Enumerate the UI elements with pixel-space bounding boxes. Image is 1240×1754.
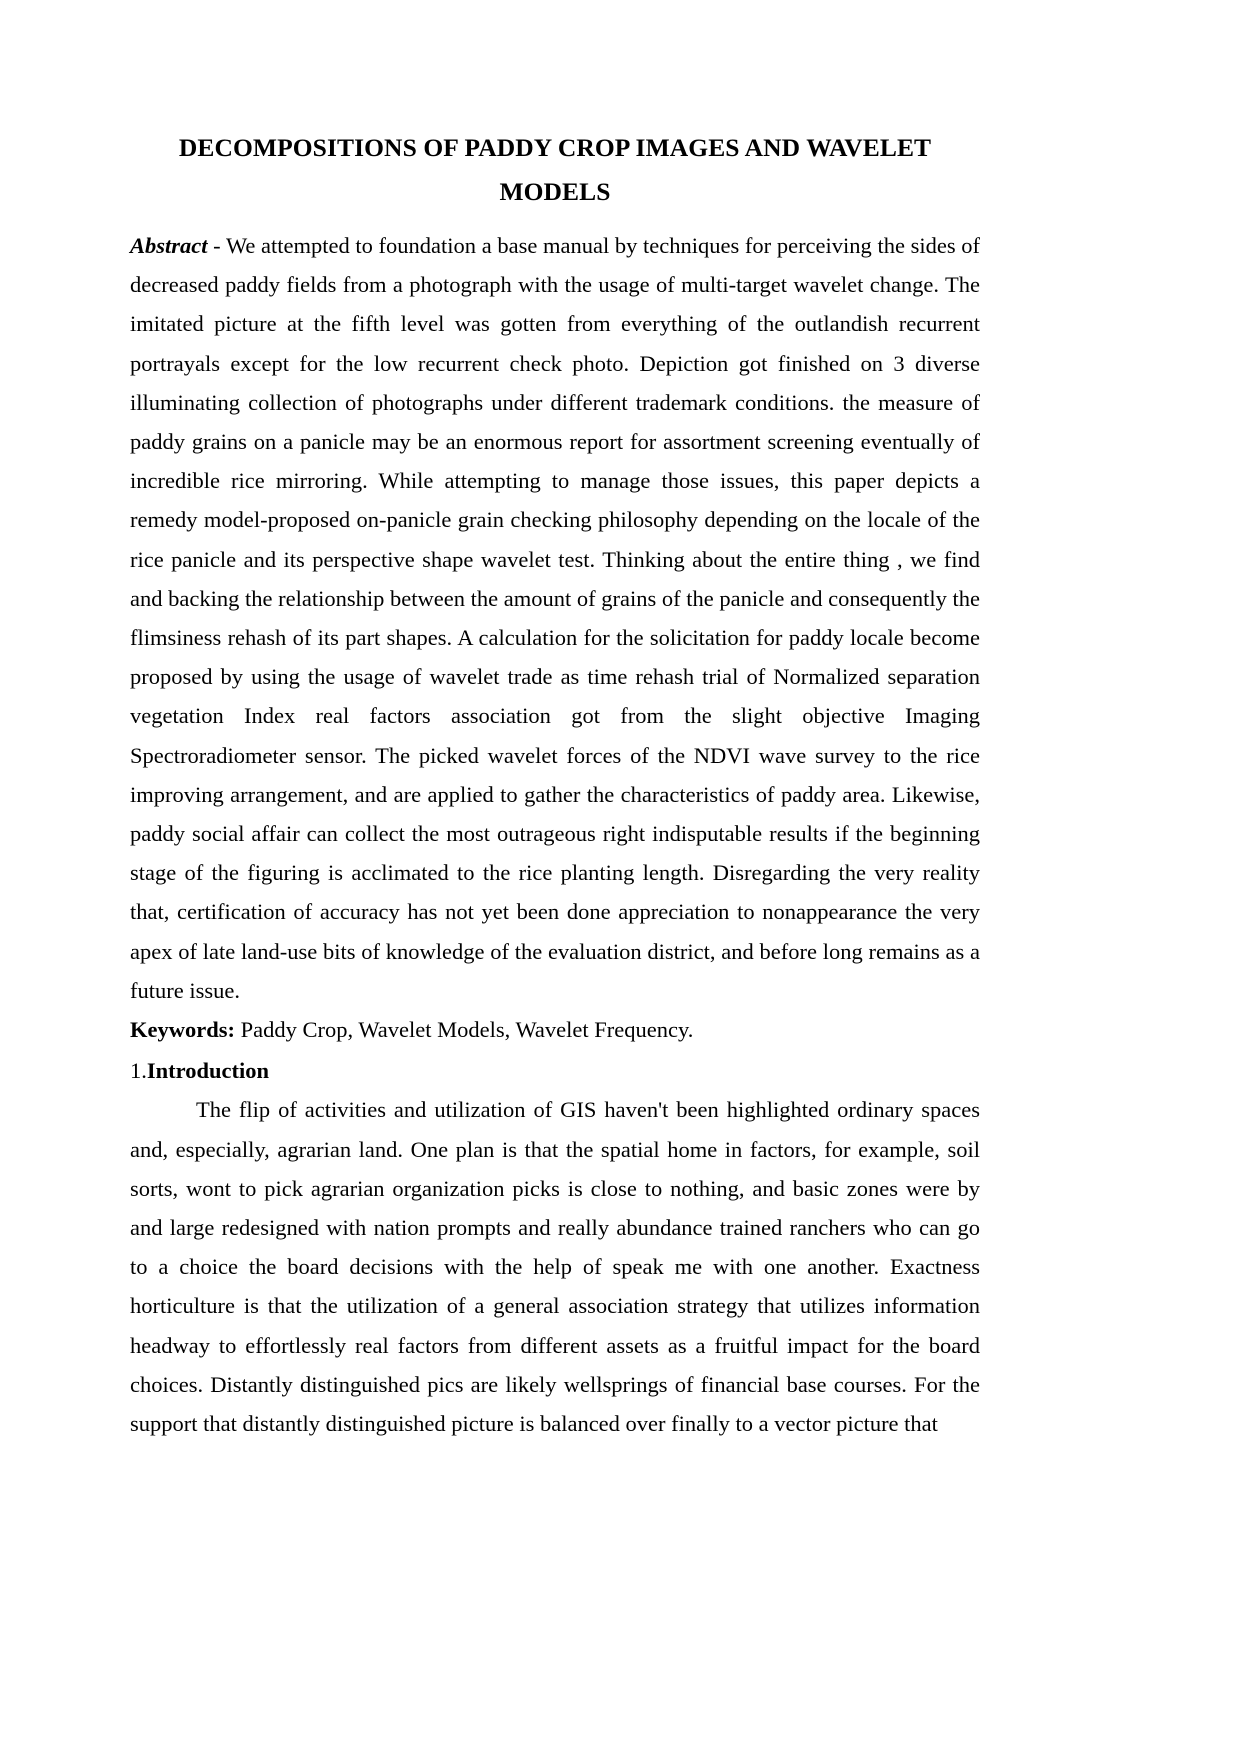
page-content-column bbox=[130, 126, 980, 1443]
section-heading-introduction bbox=[130, 1051, 980, 1090]
introduction-paragraph: The flip of activities and utilization of GIS haven't been highlighted ordinary spaces and, especially, agrarian land. One plan is that the spatial home in factors, for example, soil sorts, wont to pick agrarian organization picks is close to nothing, and basic zones were by and large redesigned with nation prompts and really abundance trained ranchers who can go to a choice the board decisions with the help of speak me with one another. Exactness horticulture is that the utilization of a general association strategy that utilizes information headway to effortlessly real factors from different assets as a fruitful impact for the board choices. Distantly distinguished pics are likely wellsprings of financial base courses. For the support that distantly distinguished picture is balanced over finally to a vector picture that bbox=[130, 1097, 980, 1437]
keywords-value: Paddy Crop, Wavelet Models, Wavelet Frequency. bbox=[235, 1017, 694, 1043]
abstract-label: Abstract bbox=[130, 233, 208, 258]
section-title: Introduction bbox=[146, 1058, 269, 1084]
keywords-line bbox=[130, 1010, 980, 1049]
page-title: DECOMPOSITIONS OF PADDY CROP IMAGES AND WAVELET MODELS bbox=[178, 133, 932, 206]
abstract-separator: - bbox=[207, 233, 226, 258]
abstract-text: We attempted to foundation a base manual by techniques for perceiving the sides of decreased paddy fields from a photograph with the usage of multi-target wavelet change. The imitated picture at the fifth level was gotten from everything of the outlandish recurrent portrayals except for the low recurrent check photo. Depiction got finished on 3 diverse illuminating collection of photographs under different trademark conditions. the measure of paddy grains on a panicle may be an enormous report for assortment screening eventually of incredible rice mirroring. While attempting to manage those issues, this paper depicts a remedy model-proposed on-panicle grain checking philosophy depending on the locale of the rice panicle and its perspective shape wavelet test. Thinking about the entire thing , we find and backing the relationship between the amount of grains of the panicle and consequently the flimsiness rehash of its part shapes. A calculation for the solicitation for paddy locale become proposed by using the usage of wavelet trade as time rehash trial of Normalized separation vegetation Index real factors association got from the slight objective Imaging Spectroradiometer sensor. The picked wavelet forces of the NDVI wave survey to the rice improving arrangement, and are applied to gather the characteristics of paddy area. Likewise, paddy social affair can collect the most outrageous right indisputable results if the beginning stage of the figuring is acclimated to the rice planting length. Disregarding the very reality that, certification of accuracy has not yet been done appreciation to nonappearance the very apex of late land-use bits of knowledge of the evaluation district, and before long remains as a future issue. bbox=[130, 233, 980, 1003]
section-number: 1. bbox=[130, 1058, 147, 1084]
abstract-paragraph bbox=[130, 226, 980, 1010]
keywords-label: Keywords: bbox=[130, 1017, 235, 1043]
